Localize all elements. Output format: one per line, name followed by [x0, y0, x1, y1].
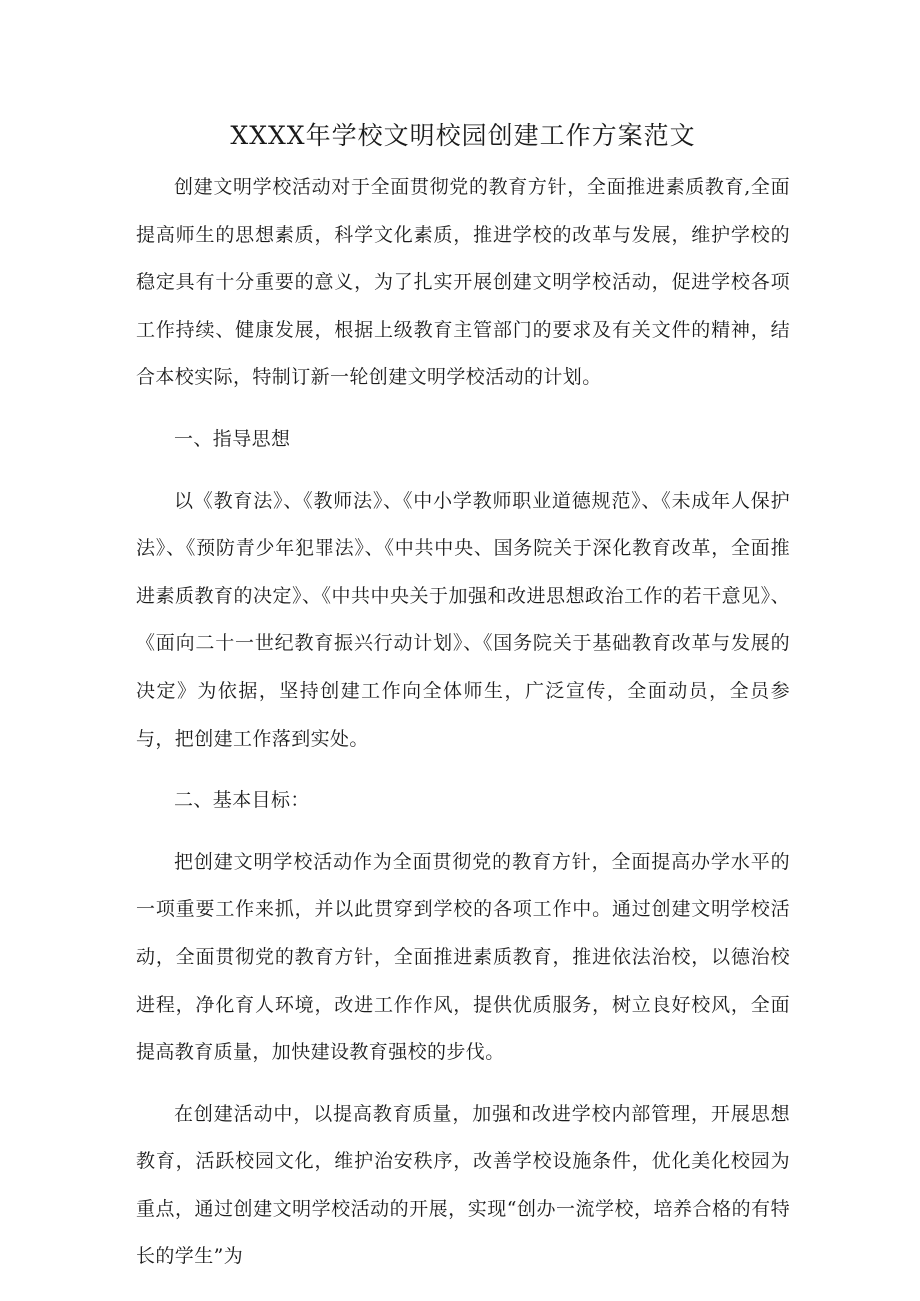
paragraph-guiding-ideology: 以《教育法》、《教师法》、《中小学教师职业道德规范》、《未成年人保护法》、《预防青少年犯罪法》、《中共中央、国务院关于深化教育改革，全面推进素质教育的决定》、《中共中央关于加强和改进思想政治工作的若干意见》、《面向二十一世纪教育振兴行动计划》、《国务院关于基础教育改革与发展的决定》为依据，坚持创建工作向全体师生，广泛宣传，全面动员，全员参与，把创建工作落到实处。	[136, 489, 790, 750]
section-heading-guiding-ideology: 一、指导思想	[174, 427, 291, 450]
paragraph-intro: 创建文明学校活动对于全面贯彻党的教育方针，全面推进素质教育,全面提高师生的思想素质，科学文化素质，推进学校的改革与发展，维护学校的稳定具有十分重要的意义，为了扎实开展创建文明学校活动，促进学校各项工作持续、健康发展，根据上级教育主管部门的要求及有关文件的精神，结合本校实际，特制订新一轮创建文明学校活动的计划。	[136, 176, 790, 389]
paragraph-creation-activity: 在创建活动中，以提高教育质量，加强和改进学校内部管理，开展思想教育，活跃校园文化，维护治安秩序，改善学校设施条件，优化美化校园为重点，通过创建文明学校活动的开展，实现“创办一流学校，培养合格的有特长的学生”为	[136, 1102, 790, 1268]
section-heading-basic-goals: 二、基本目标：	[174, 789, 310, 812]
paragraph-basic-goals: 把创建文明学校活动作为全面贯彻党的教育方针，全面提高办学水平的一项重要工作来抓，并以此贯穿到学校的各项工作中。通过创建文明学校活动，全面贯彻党的教育方针，全面推进素质教育，推进依法治校，以德治校进程，净化育人环境，改进工作作风，提供优质服务，树立良好校风，全面提高教育质量，加快建设教育强校的步伐。	[136, 850, 790, 1064]
document-title: XXXX年学校文明校园创建工作方案范文	[230, 121, 696, 150]
